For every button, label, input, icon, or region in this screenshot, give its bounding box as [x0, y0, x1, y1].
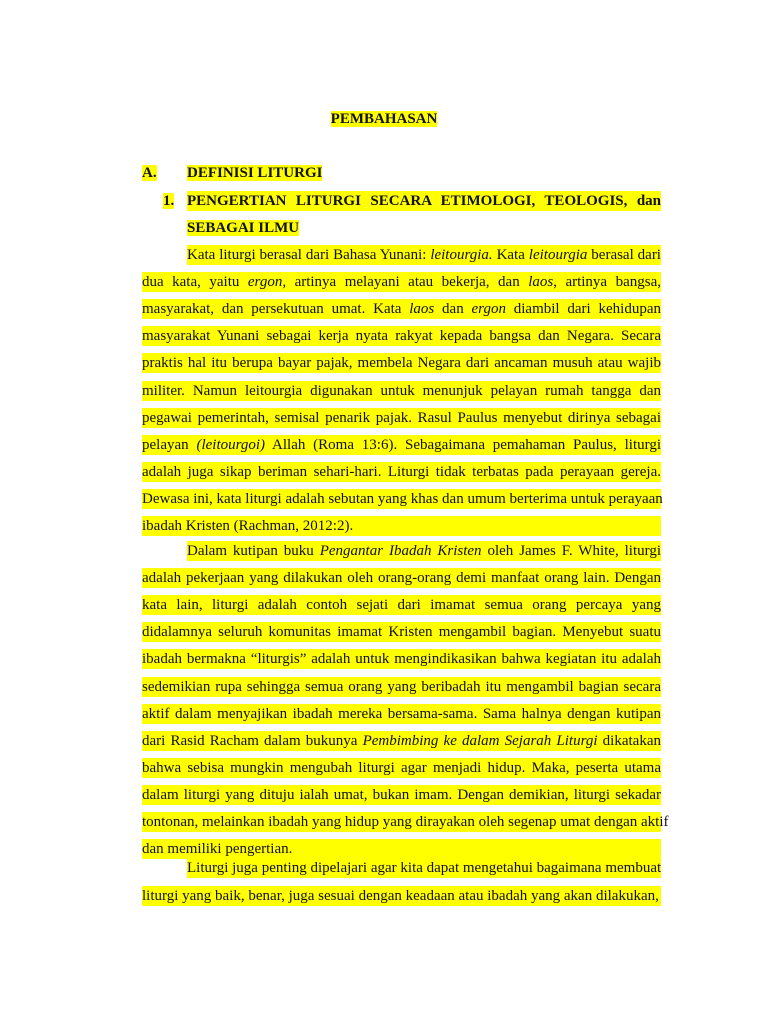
paragraph2-line [142, 677, 661, 697]
text-run: Dalam kutipan buku [187, 543, 320, 559]
text-run: tontonan, melainkan ibadah yang hidup yang dirayakan oleh segenap umat dengan aktif [142, 814, 669, 830]
text-run: adalah juga sikap beriman sehari-hari. Liturgi tidak terbatas pada perayaan gereja. [142, 463, 661, 480]
subsection-1-title-line2-text: SEBAGAI ILMU [187, 220, 300, 236]
paragraph1-line [187, 245, 661, 265]
paragraph2-line [142, 785, 661, 805]
text-run: berasal dari [587, 247, 661, 263]
text-run: militer. Namun leitourgia digunakan untuk menunjuk pelayan rumah tangga dan [142, 382, 661, 399]
text-run: diambil dari kehidupan [505, 301, 661, 318]
paragraph1-line [142, 435, 661, 455]
text-run: liturgi yang baik, benar, juga sesuai dengan keadaan atau ibadah yang akan dilakukan, [142, 888, 659, 904]
paragraph2-line [142, 839, 661, 859]
page-title-text: PEMBAHASAN [330, 111, 438, 127]
paragraph3-line [142, 886, 661, 906]
text-run: , artinya bangsa, [553, 274, 661, 291]
paragraph2-line [142, 758, 661, 778]
section-a-title [187, 163, 322, 183]
italic-run: ergon, [247, 274, 287, 291]
text-run: Kata liturgi berasal dari Bahasa Yunani: [187, 247, 431, 263]
text-run: Dewasa ini, kata liturgi adalah sebutan yang khas dan umum berterima untuk perayaan [142, 490, 663, 507]
paragraph2-line [142, 622, 661, 642]
text-run: artinya melayani atau bekerja, dan [286, 274, 529, 291]
paragraph1-line [142, 353, 661, 373]
text-run: oleh James F. White, liturgi [481, 543, 661, 559]
subsection-1-number [163, 191, 174, 211]
text-run: dua kata, yaitu [142, 274, 248, 291]
text-run: praktis hal itu berupa bayar pajak, membela Negara dari ancaman musuh atau wajib [142, 355, 661, 372]
paragraph2-line [142, 595, 661, 615]
subsection-1-title-line2 [187, 218, 299, 238]
subsection-1-title-line1: PENGERTIAN LITURGI SECARA ETIMOLOGI, TEOLOGIS, dan [187, 193, 661, 209]
paragraph1-line [142, 462, 661, 482]
section-a-number [142, 163, 157, 183]
paragraph1-line [142, 299, 661, 319]
paragraph2-line [142, 731, 661, 751]
italic-run: leitourgia [528, 247, 588, 263]
text-run: dikatakan [597, 732, 661, 749]
text-run: Kata [492, 247, 529, 263]
text-run: dan memiliki pengertian. [142, 841, 293, 858]
subsection-1-number-text: 1. [163, 193, 175, 209]
text-run: masyarakat, dan persekutuan umat. Kata [142, 301, 410, 318]
section-a-title-text: DEFINISI LITURGI [187, 165, 323, 181]
page-title [0, 109, 768, 129]
paragraph2-line [187, 541, 661, 561]
italic-run: ergon [471, 301, 506, 318]
italic-run: laos [409, 301, 435, 318]
text-run: dalam liturgi yang dituju ialah umat, bukan imam. Dengan demikian, liturgi sekadar [142, 786, 661, 803]
text-run: aktif dalam menyajikan ibadah mereka bersama-sama. Sama halnya dengan kutipan [142, 705, 661, 722]
text-run: adalah pekerjaan yang dilakukan oleh orang-orang demi manfaat orang lain. Dengan [142, 570, 661, 587]
paragraph1-line [142, 272, 661, 292]
text-run: sedemikian rupa sehingga semua orang yang beribadah itu mengambil bagian secara [142, 678, 661, 695]
text-run: bahwa sebisa mungkin mengubah liturgi agar menjadi hidup. Maka, peserta utama [142, 759, 661, 776]
text-run: dari Rasid Racham dalam bukunya [142, 732, 363, 749]
paragraph2-line [142, 704, 661, 724]
text-run: ibadah Kristen (Rachman, 2012:2). [142, 518, 354, 534]
paragraph1-line [142, 381, 661, 401]
paragraph3-line [187, 858, 661, 878]
paragraph1-line [142, 408, 661, 428]
text-run: kata lain, liturgi adalah contoh sejati dari imamat semua orang percaya yang [142, 597, 661, 614]
paragraph1-line [142, 516, 661, 536]
italic-run: leitourgia. [430, 247, 493, 263]
italic-run: (leitourgoi) [196, 436, 266, 453]
text-run: ibadah bermakna “liturgis” adalah untuk mengindikasikan bahwa kegiatan itu adalah [142, 651, 661, 668]
text-run: pegawai pemerintah, semisal penarik pajak. Rasul Paulus menyebut dirinya sebagai [142, 409, 661, 426]
paragraph2-line [142, 812, 669, 832]
text-run: Liturgi juga penting dipelajari agar kita dapat mengetahui bagaimana membuat [187, 860, 662, 876]
text-run: masyarakat Yunani sebagai kerja nyata rakyat kepada bangsa dan Negara. Secara [142, 328, 661, 345]
paragraph1-line [142, 326, 661, 346]
paragraph2-line [142, 568, 661, 588]
paragraph2-line [142, 649, 661, 669]
italic-run: Pengantar Ibadah Kristen [319, 543, 482, 559]
text-run: didalamnya seluruh komunitas imamat Kristen mengambil bagian. Menyebut suatu [142, 624, 661, 641]
text-run: dan [434, 301, 472, 318]
italic-run: Pembimbing ke dalam Sejarah Liturgi [362, 732, 598, 749]
section-a-number-text: A. [142, 165, 157, 181]
text-run: Allah (Roma 13:6). Sebagaimana pemahaman Paulus, liturgi [265, 436, 661, 453]
text-run: pelayan [142, 436, 197, 453]
italic-run: laos [528, 274, 554, 291]
paragraph1-line [142, 489, 661, 509]
